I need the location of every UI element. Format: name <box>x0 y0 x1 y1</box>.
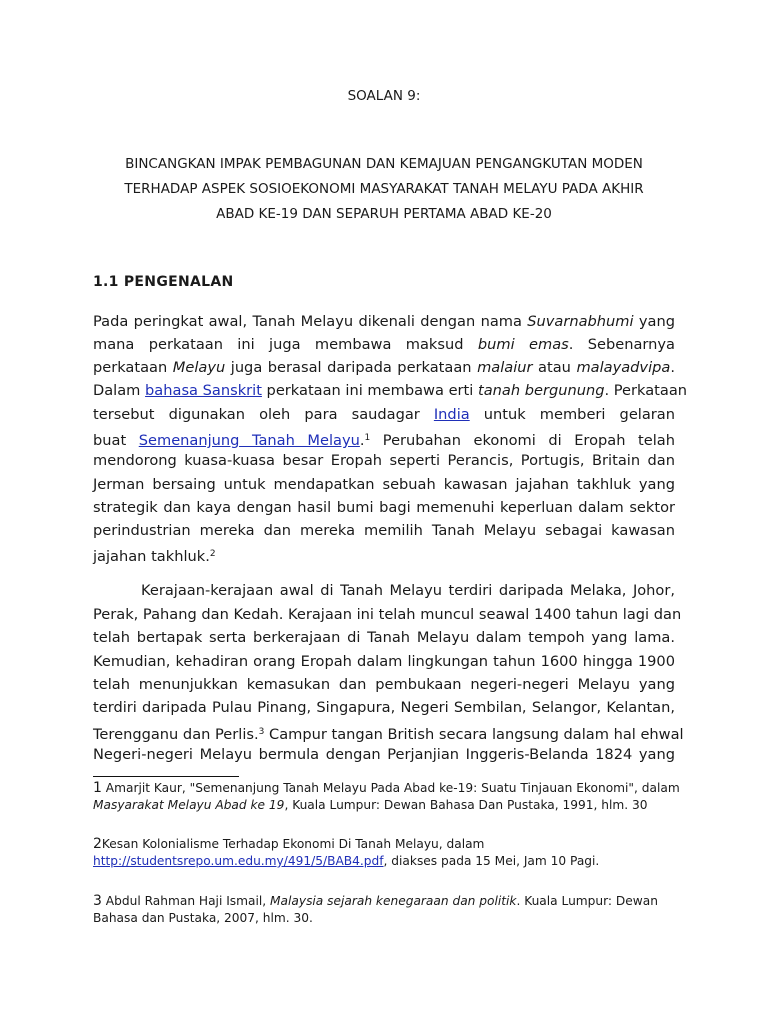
section-heading: 1.1 PENGENALAN <box>93 274 234 290</box>
p2-line-1: Kerajaan-kerajaan awal di Tanah Melayu terdiri daripada Melaka, Johor, <box>141 582 675 599</box>
p1-line-6: buat Semenanjung Tanah Melayu.$^1$ Perubahan ekonomi di Eropah telah <box>93 432 675 449</box>
footnote-1-line-1: 1 Amarjit Kaur, "Semenanjung Tanah Melayu Pada Abad ke-19: Suatu Tinjauan Ekonomi", dalam <box>93 780 680 796</box>
p1-line-3: perkataan Melayu juga berasal daripada perkataan malaiur atau malayadvipa. <box>93 359 675 376</box>
page-title: SOALAN 9: <box>347 88 421 104</box>
link-india[interactable]: India <box>433 406 470 423</box>
p2-line-3: telah bertapak serta berkerajaan di Tanah Melayu dalam tempoh yang lama. <box>93 629 675 646</box>
p2-line-4: Kemudian, kehadiran orang Eropah dalam lingkungan tahun 1600 hingga 1900 <box>93 653 675 670</box>
p1-line-5: tersebut digunakan oleh para saudagar India untuk memberi gelaran <box>93 406 675 423</box>
question-line-1: BINCANGKAN IMPAK PEMBAGUNAN DAN KEMAJUAN PENGANGKUTAN MODEN <box>125 156 643 172</box>
footnote-ref-1[interactable]: 1 <box>364 433 371 443</box>
p1-line-9: strategik dan kaya dengan hasil bumi bagi memenuhi keperluan dalam sektor <box>93 499 675 516</box>
footnote-ref-3[interactable]: 3 <box>258 727 265 737</box>
p2-line-8: Negeri-negeri Melayu bermula dengan Perjanjian Inggeris-Belanda 1824 yang <box>93 746 675 763</box>
p1-line-11: jajahan takhluk.$^2$ <box>93 548 216 565</box>
footnote-separator <box>93 776 239 777</box>
footnote-2-line-1: 2Kesan Kolonialisme Terhadap Ekonomi Di Tanah Melayu, dalam <box>93 836 485 852</box>
p1-line-10: perindustrian mereka dan mereka memilih Tanah Melayu sebagai kawasan <box>93 522 675 539</box>
p2-line-6: terdiri daripada Pulau Pinang, Singapura, Negeri Sembilan, Selangor, Kelantan, <box>93 699 675 716</box>
p1-line-4: Dalam bahasa Sanskrit perkataan ini membawa erti tanah bergunung. Perkataan <box>93 382 688 399</box>
p1-line-2: mana perkataan ini juga membawa maksud bumi emas. Sebenarnya <box>93 336 675 353</box>
p2-line-2: Perak, Pahang dan Kedah. Kerajaan ini telah muncul seawal 1400 tahun lagi dan <box>93 606 682 623</box>
link-bahasa-sanskrit[interactable]: bahasa Sanskrit <box>145 382 262 399</box>
p2-line-7: Terengganu dan Perlis.$^3$ Campur tangan British secara langsung dalam hal ehwal <box>93 726 684 743</box>
footnote-3-line-2: Bahasa dan Pustaka, 2007, hlm. 30. <box>93 911 313 925</box>
footnote-ref-2[interactable]: 2 <box>209 549 216 559</box>
p2-line-5: telah menunjukkan kemasukan dan pembukaan negeri-negeri Melayu yang <box>93 676 675 693</box>
footnote-2-url-link[interactable]: http://studentsrepo.um.edu.my/491/5/BAB4.pdf <box>93 854 384 868</box>
p1-line-7: mendorong kuasa-kuasa besar Eropah seperti Perancis, Portugis, Britain dan <box>93 452 675 469</box>
question-line-2: TERHADAP ASPEK SOSIOEKONOMI MASYARAKAT TANAH MELAYU PADA AKHIR <box>124 181 644 197</box>
footnote-1-line-2: Masyarakat Melayu Abad ke 19, Kuala Lumpur: Dewan Bahasa Dan Pustaka, 1991, hlm. 30 <box>93 798 648 812</box>
p1-line-8: Jerman bersaing untuk mendapatkan sebuah kawasan jajahan takhluk yang <box>93 476 675 493</box>
question-line-3: ABAD KE-19 DAN SEPARUH PERTAMA ABAD KE-20 <box>216 206 552 222</box>
link-semenanjung-tanah-melayu[interactable]: Semenanjung Tanah Melayu <box>138 432 360 449</box>
footnote-3-line-1: 3 Abdul Rahman Haji Ismail, Malaysia sejarah kenegaraan dan politik. Kuala Lumpur: Dewan <box>93 893 658 909</box>
footnote-2-line-2: http://studentsrepo.um.edu.my/491/5/BAB4.pdf, diakses pada 15 Mei, Jam 10 Pagi. <box>93 854 600 868</box>
p1-line-1: Pada peringkat awal, Tanah Melayu dikenali dengan nama Suvarnabhumi yang <box>93 313 675 330</box>
